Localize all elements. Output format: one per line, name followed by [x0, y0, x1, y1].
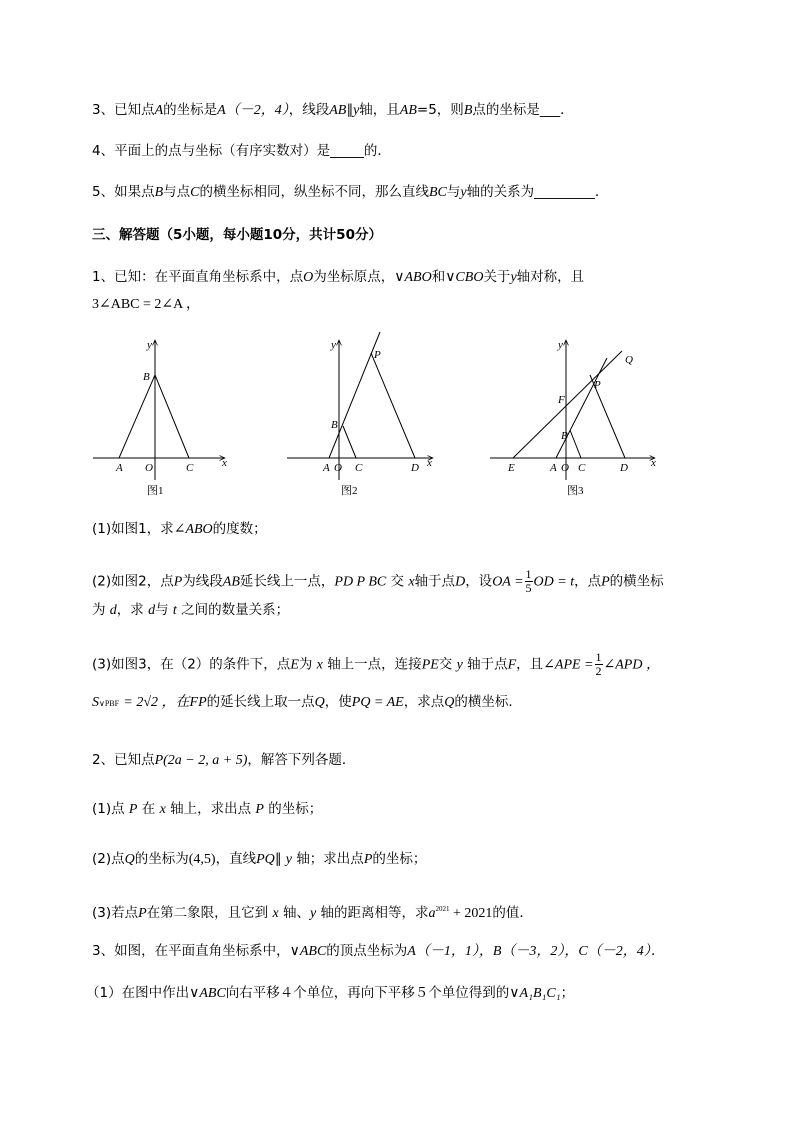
problem-1-sub-3 — [92, 651, 660, 678]
q5-text: 轴的关系为 — [466, 184, 535, 200]
q4-blank[interactable]: _____ — [330, 143, 364, 159]
p2s2-var: PQ — [256, 852, 275, 867]
area-symbol: S — [92, 695, 99, 710]
p1s2-text: 为线段 — [182, 573, 223, 590]
problem-3-sub-1 — [86, 984, 574, 1003]
p2s3-var: y — [310, 906, 317, 921]
p3s1-text: ； — [560, 985, 575, 1001]
fig2-label: P — [374, 349, 381, 361]
p2-text: 2、已知点 — [92, 752, 155, 768]
p1-text: 和 — [431, 269, 446, 285]
p2s1-text: 的坐标； — [268, 801, 323, 817]
q5-point-b: B — [154, 185, 164, 200]
p1s2-var: AB — [222, 574, 240, 590]
fig2-label: B — [331, 419, 338, 431]
area-equation: = 2√2 ，在 — [123, 695, 190, 710]
p2s3-var: x — [272, 906, 279, 921]
q5-text: 与 — [446, 184, 461, 200]
q5-text: ． — [594, 184, 609, 200]
q3-point-a: A — [154, 103, 164, 118]
q3-text: ，线段 — [288, 102, 330, 118]
q3-text: =5，则 — [416, 102, 464, 118]
p1s3b-var: FP — [189, 695, 207, 710]
q4-text: 4、平面上的点与坐标（有序实数对）是 — [92, 143, 331, 159]
fill-question-5 — [92, 183, 608, 202]
p1s2b-var: d — [109, 603, 117, 618]
p1s2-var: D — [455, 574, 466, 590]
p1s3-var: PE — [421, 657, 439, 673]
p1s2-text: 轴于点 — [414, 573, 456, 590]
p1s3-text: 轴于点 — [467, 656, 508, 673]
problem-1-sub-2b — [92, 601, 289, 620]
q3-coord: A（－2，4） — [217, 103, 289, 118]
p2-text: ，解答下列各题． — [247, 752, 356, 768]
fig2-caption: 图2 — [341, 485, 358, 497]
p2s3-text: 轴的距离相等，求 — [320, 905, 429, 921]
fraction — [525, 568, 533, 595]
fraction-denominator: 2 — [595, 664, 602, 678]
p2s3-text: 的值． — [492, 905, 533, 921]
fraction-numerator: 1 — [525, 567, 532, 581]
p1s2-var: x — [408, 574, 415, 590]
p1-axis: y — [510, 270, 517, 285]
p2s2-coord: (4,5) — [188, 852, 216, 867]
p3-coord-b: B（－3，2）， — [492, 944, 579, 959]
p2s2-text: 的坐标为 — [134, 851, 189, 867]
p1s3b-var: Q — [444, 695, 455, 710]
p1s3-text: 轴上一点，连接 — [327, 656, 422, 673]
fig2-label: y — [331, 339, 336, 351]
q3-parallel: ∥ — [346, 102, 354, 118]
q3-point-b: B — [463, 103, 473, 118]
fig3-label: B — [561, 430, 568, 442]
q3-text: 轴，且 — [359, 102, 400, 118]
fig3-label: x — [651, 457, 656, 469]
p2s2-var: y — [285, 852, 293, 867]
problem-1-sub-3b — [92, 693, 522, 713]
p2s1-text: 在 — [141, 801, 156, 817]
p2s1-text: (1)点 — [92, 801, 125, 817]
problem-2-sub-2 — [92, 850, 426, 869]
p3-triangle: ∨ABC — [289, 944, 327, 959]
fig3-caption: 图3 — [567, 485, 584, 497]
p3-text: 的顶点坐标为 — [326, 943, 408, 959]
fig3-label: Q — [625, 354, 633, 366]
problem-2-sub-3 — [92, 900, 533, 923]
fig1-label: C — [186, 462, 194, 474]
problem-1-sub-2 — [92, 568, 664, 595]
q3-segment: AB — [399, 103, 417, 118]
fig1-label: y — [147, 339, 152, 351]
fill-question-3 — [92, 101, 574, 120]
q5-text: 与点 — [163, 184, 191, 200]
fig3-label: y — [558, 339, 563, 351]
p3s1-triangle: ∨ABC — [189, 986, 226, 1001]
problem-1-line-2: 3∠ABC = 2∠A ， — [92, 297, 200, 312]
fig3-label: O — [561, 462, 569, 474]
p2s1-var: P — [128, 802, 138, 817]
problem-3-line-1 — [92, 942, 665, 961]
p1s2-text: 交 — [390, 573, 405, 590]
p1-text: 1、已知：在平面直角坐标系中，点 — [92, 269, 304, 285]
p1-text: 轴对称，且 — [516, 269, 585, 285]
fig2-label: D — [411, 462, 419, 474]
fig2-label: x — [427, 457, 432, 469]
p1s3-eq: ∠APE = — [543, 657, 594, 673]
p1s2-eq: OA = — [492, 574, 524, 590]
p2s1-text: 轴上，求出点 — [170, 801, 252, 817]
q3-text: 的坐标是 — [163, 102, 218, 118]
p3s1-triangle: ∨A₁B₁C₁ — [509, 986, 561, 1001]
figures — [85, 330, 665, 500]
p1s2-text: ，设 — [465, 573, 493, 590]
fig3-label: C — [578, 462, 586, 474]
p2s3-base: a — [428, 906, 436, 921]
problem-2-sub-1 — [92, 800, 322, 819]
p1s3-eq: ∠APD ， — [603, 657, 660, 673]
figure-1 — [93, 340, 225, 480]
p1s2b-var: d — [148, 603, 156, 618]
p1s3b-text: ，使 — [324, 694, 352, 710]
p2s2-parallel: ∥ — [274, 851, 282, 867]
p1s3-var: x — [316, 657, 323, 673]
p2-point-expr: P(2a − 2, a + 5) — [154, 753, 248, 768]
p1s2-text: 延长线上一点， — [239, 573, 335, 590]
fig1-label: O — [145, 462, 153, 474]
fig3-label: F — [558, 394, 565, 406]
p1s3b-text: ，求点 — [403, 694, 445, 710]
p1s2b-text: ，求 — [116, 602, 144, 618]
p2s3-expr: + 2021 — [449, 906, 493, 921]
q5-point-c: C — [190, 185, 200, 200]
p1s3b-var: Q — [314, 695, 325, 710]
p1s2b-text: 为 — [92, 602, 106, 618]
p1s2-eq: OD = t — [533, 574, 575, 590]
p2s3-text: (3)若点 — [92, 905, 139, 921]
fig2-label: A — [323, 462, 330, 474]
p1-triangle-abo: ∨ABO — [394, 270, 432, 285]
p1-triangle-cbo: ∨CBO — [445, 270, 484, 285]
p2s3-var: P — [138, 906, 147, 921]
fig1-caption: 图1 — [147, 485, 164, 497]
q5-axis: y — [460, 185, 467, 200]
p1s2-text: (2)如图2，点 — [92, 573, 174, 590]
fig3-label: A — [550, 462, 557, 474]
p1s2-var: PD P BC — [334, 574, 387, 590]
problem-1-line-1 — [92, 268, 584, 287]
q5-text: 5、如果点 — [92, 184, 155, 200]
fraction — [595, 651, 603, 678]
q5-text: 的横坐标相同，纵坐标不同，那么直线 — [199, 184, 429, 200]
p2s2-text: (2)点 — [92, 851, 125, 867]
fraction-denominator: 5 — [525, 581, 532, 595]
fig1-label: x — [222, 457, 227, 469]
p1s2-text: 的横坐标 — [609, 573, 664, 590]
q3-text: 点的坐标是 — [472, 102, 540, 118]
q3-text: ． — [560, 102, 574, 118]
q5-line: BC — [429, 185, 447, 200]
area-subscript: ∨PBF — [99, 699, 120, 708]
p1-text: 为坐标原点， — [313, 269, 395, 285]
p3-coord-a: A（－1，1）， — [407, 944, 493, 959]
fig1-label: A — [116, 462, 123, 474]
problem-1-sub-1 — [92, 520, 267, 539]
p2s2-text: 轴；求出点 — [296, 851, 364, 867]
section-heading: 三、解答题（5小题，每小题10分，共计50分） — [92, 227, 382, 243]
p1s2b-text: 与 — [155, 602, 169, 618]
problem-2-line-1 — [92, 751, 355, 770]
p1-text: 关于 — [483, 269, 511, 285]
p2s1-var: P — [255, 802, 264, 817]
p1s3-text: (3)如图3，在（2）的条件下，点 — [92, 656, 291, 673]
p1s2b-var: t — [172, 603, 177, 618]
p2s2-var: P — [363, 852, 373, 867]
p2s3-exponent: 2021 — [435, 905, 450, 913]
p2s3-text: 在第二象限，且它到 — [146, 905, 269, 921]
p2s3-text: 轴、 — [283, 905, 310, 921]
q5-blank[interactable]: _________ — [534, 184, 595, 200]
p2s2-text: ，直线 — [215, 851, 257, 867]
fig3-label: D — [620, 462, 628, 474]
p1s2-text: ，点 — [574, 573, 602, 590]
p1-point-o: O — [303, 270, 314, 285]
fill-question-4 — [92, 142, 391, 160]
p3-text: 3、如图，在平面直角坐标系中， — [92, 943, 290, 959]
p1s3-text: 交 — [438, 656, 453, 673]
fraction-numerator: 1 — [595, 650, 602, 664]
p1s3-var: E — [290, 657, 299, 673]
fig2-label: O — [334, 462, 342, 474]
p2s2-text: 的坐标； — [372, 851, 427, 867]
q3-text: 3、已知点 — [92, 102, 155, 118]
q3-segment: AB — [329, 103, 347, 118]
p3s1-text: （1）在图中作出 — [86, 985, 190, 1001]
fig3-label: P — [594, 379, 601, 391]
p2s1-var: x — [159, 802, 166, 817]
p1s2-var: P — [173, 574, 183, 590]
p3-coord-c: C（－2，4）． — [578, 944, 665, 959]
fig3-label: E — [508, 462, 515, 474]
p1s1-text: (1)如图1，求 — [92, 521, 174, 537]
p2s2-var: Q — [124, 852, 135, 867]
fig1-label: B — [143, 371, 150, 383]
p1s3-var: y — [456, 657, 463, 673]
p1s3-text: 为 — [298, 656, 313, 673]
p1s2-var: P — [601, 574, 610, 590]
p3s1-text: 向右平移４个单位，再向下平移５个单位得到的 — [225, 985, 510, 1001]
figure-2 — [287, 332, 433, 480]
p1s1-text: 的度数； — [212, 521, 267, 537]
p1s3b-text: 的横坐标． — [454, 694, 522, 710]
p1s2b-text: 之间的数量关系； — [181, 602, 290, 618]
fig2-label: C — [355, 462, 363, 474]
q3-axis: y — [353, 103, 360, 118]
p1s3-var: F — [507, 657, 517, 673]
q4-text: 的． — [363, 143, 391, 159]
p1s3-text: ，且 — [516, 656, 544, 673]
p1s1-angle: ∠ABO — [173, 522, 213, 537]
p1s3b-text: 的延长线上取一点 — [206, 694, 315, 710]
q3-blank[interactable]: ___ — [539, 102, 561, 118]
p1s3b-eq: PQ = AE — [351, 695, 404, 710]
